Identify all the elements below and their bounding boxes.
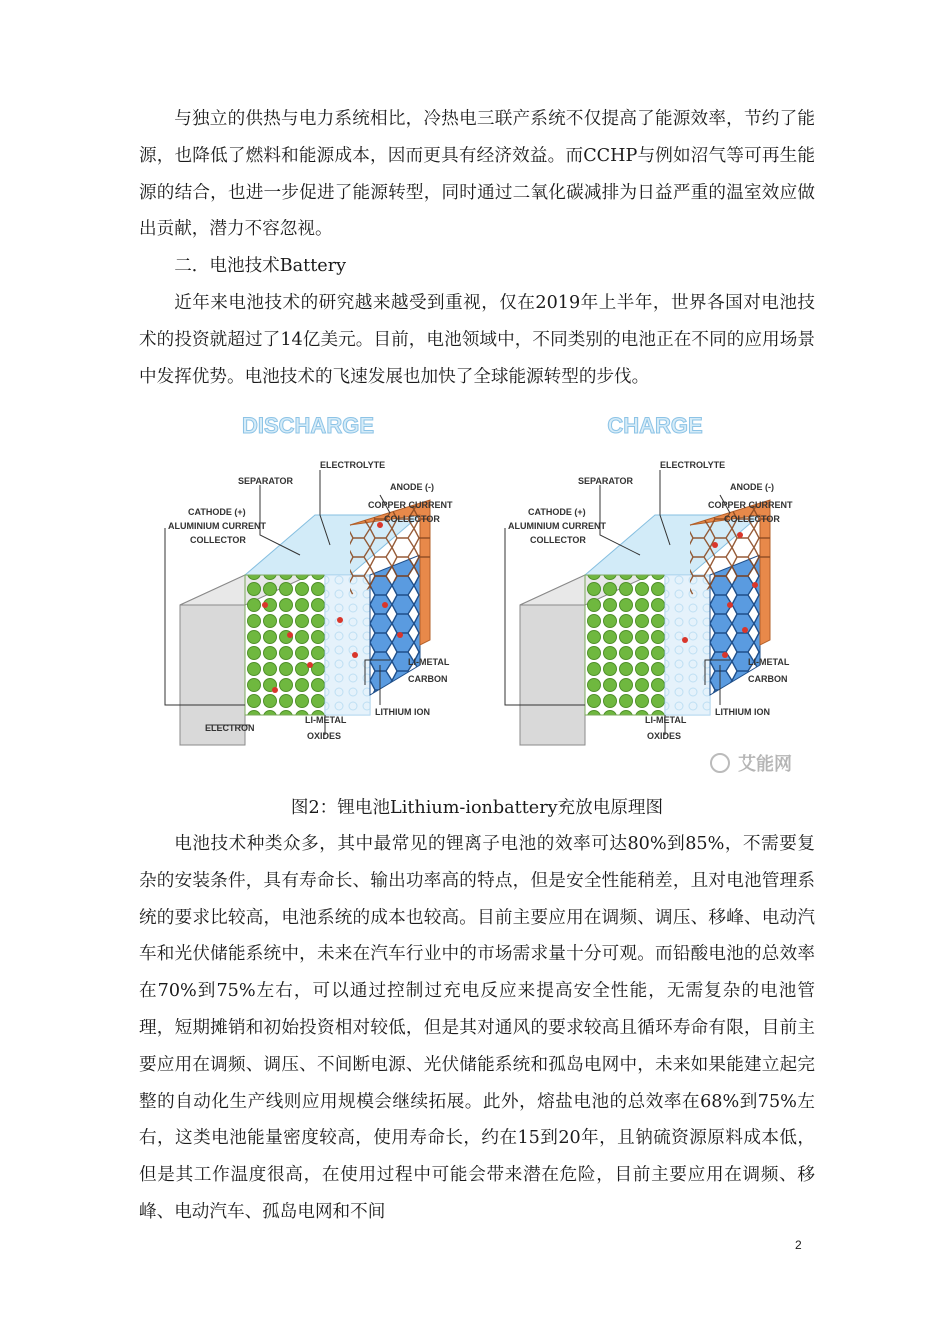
charge-cell <box>505 413 793 774</box>
label-alu-1: ALUMINIUM CURRENT <box>168 521 266 531</box>
paragraph-cchp: 与独立的供热与电力系统相比，冷热电三联产系统不仅提高了能源效率，节约了能源，也降低了燃料和能源成本，因而更具有经济效益。而CCHP与例如沼气等可再生能源的结合，也进一步促进了能源转型，同时通过二氧化碳减排为日益严重的温室效应做出贡献，潜力不容忽视。 <box>139 109 815 240</box>
label-cathode: CATHODE (+) <box>188 507 246 517</box>
battery-figure <box>150 405 820 785</box>
label-lithium-ion: LITHIUM ION <box>715 707 770 717</box>
cathode-oxide-layer <box>245 575 325 715</box>
top-text-block <box>139 101 815 395</box>
page-number: 2 <box>795 1238 802 1252</box>
label-copper-2: COLLECTOR <box>724 514 780 524</box>
label-anode: ANODE (-) <box>730 482 774 492</box>
label-alu-1: ALUMINIUM CURRENT <box>508 521 606 531</box>
label-electrolyte: ELECTROLYTE <box>320 460 386 470</box>
discharge-title: DISCHARGE <box>241 413 375 438</box>
label-carbon: CARBON <box>408 674 448 684</box>
label-li-metal-oxides-2: OXIDES <box>647 731 682 741</box>
section-heading: 二．电池技术Battery <box>174 256 347 277</box>
battery-diagram <box>150 405 820 785</box>
label-electron: ELECTRON <box>205 723 255 733</box>
label-copper-1: COPPER CURRENT <box>708 500 793 510</box>
label-anode: ANODE (-) <box>390 482 434 492</box>
watermark-text: 艾能网 <box>738 754 792 774</box>
label-copper-1: COPPER CURRENT <box>368 500 453 510</box>
paragraph-intro: 近年来电池技术的研究越来越受到重视，仅在2019年上半年，世界各国对电池技术的投资就超过了14亿美元。目前，电池领域中，不同类别的电池正在不同的应用场景中发挥优势。电池技术的飞速发展也加快了全球能源转型的步伐。 <box>139 292 815 387</box>
label-cathode: CATHODE (+) <box>528 507 586 517</box>
label-li-metal-oxides-2: OXIDES <box>307 731 342 741</box>
label-lithium-ion: LITHIUM ION <box>375 707 430 717</box>
figure-caption: 图2：锂电池Lithium-ionbattery充放电原理图 <box>290 798 664 818</box>
label-li-metal: LI-METAL <box>408 657 450 667</box>
label-alu-2: COLLECTOR <box>190 535 246 545</box>
label-electrolyte: ELECTROLYTE <box>660 460 726 470</box>
label-li-metal-oxides-1: LI-METAL <box>645 715 687 725</box>
label-copper-2: COLLECTOR <box>384 514 440 524</box>
cathode-collector-block <box>520 605 585 745</box>
body-text-block <box>139 826 815 1231</box>
watermark-icon <box>711 754 729 772</box>
label-li-metal-oxides-1: LI-METAL <box>305 715 347 725</box>
label-alu-2: COLLECTOR <box>530 535 586 545</box>
discharge-cell <box>165 413 453 745</box>
label-separator: SEPARATOR <box>578 476 634 486</box>
charge-title: CHARGE <box>607 413 703 438</box>
label-carbon: CARBON <box>748 674 788 684</box>
cathode-oxide-layer <box>585 575 665 715</box>
label-separator: SEPARATOR <box>238 476 294 486</box>
paragraph-battery-types: 电池技术种类众多，其中最常见的锂离子电池的效率可达80%到85%，不需要复杂的安装条件，具有寿命长、输出功率高的特点，但是安全性能稍差，且对电池管理系统的要求比较高，电池系统的成本也较高。目前主要应用在调频、调压、移峰、电动汽车和光伏储能系统中，未来在汽车行业中的市场需求量十分可观。而铅酸电池的总效率在70%到75%左右，可以通过控制过充电反应来提高安全性能，无需复杂的电池管理，短期摊销和初始投资相对较低，但是其对通风的要求较高且循环寿命有限，目前主要应用在调频、调压、不间断电源、光伏储能系统和孤岛电网中，未来如果能建立起完整的自动化生产线则应用规模会继续拓展。此外，熔盐电池的总效率在68%到75%左右，这类电池能量密度较高，使用寿命长，约在15到20年，且钠硫资源原料成本低，但是其工作温度很高，在使用过程中可能会带来潜在危险，目前主要应用在调频、移峰、电动汽车、孤岛电网和不间 <box>139 834 815 1222</box>
watermark-logo <box>711 753 792 774</box>
label-li-metal: LI-METAL <box>748 657 790 667</box>
